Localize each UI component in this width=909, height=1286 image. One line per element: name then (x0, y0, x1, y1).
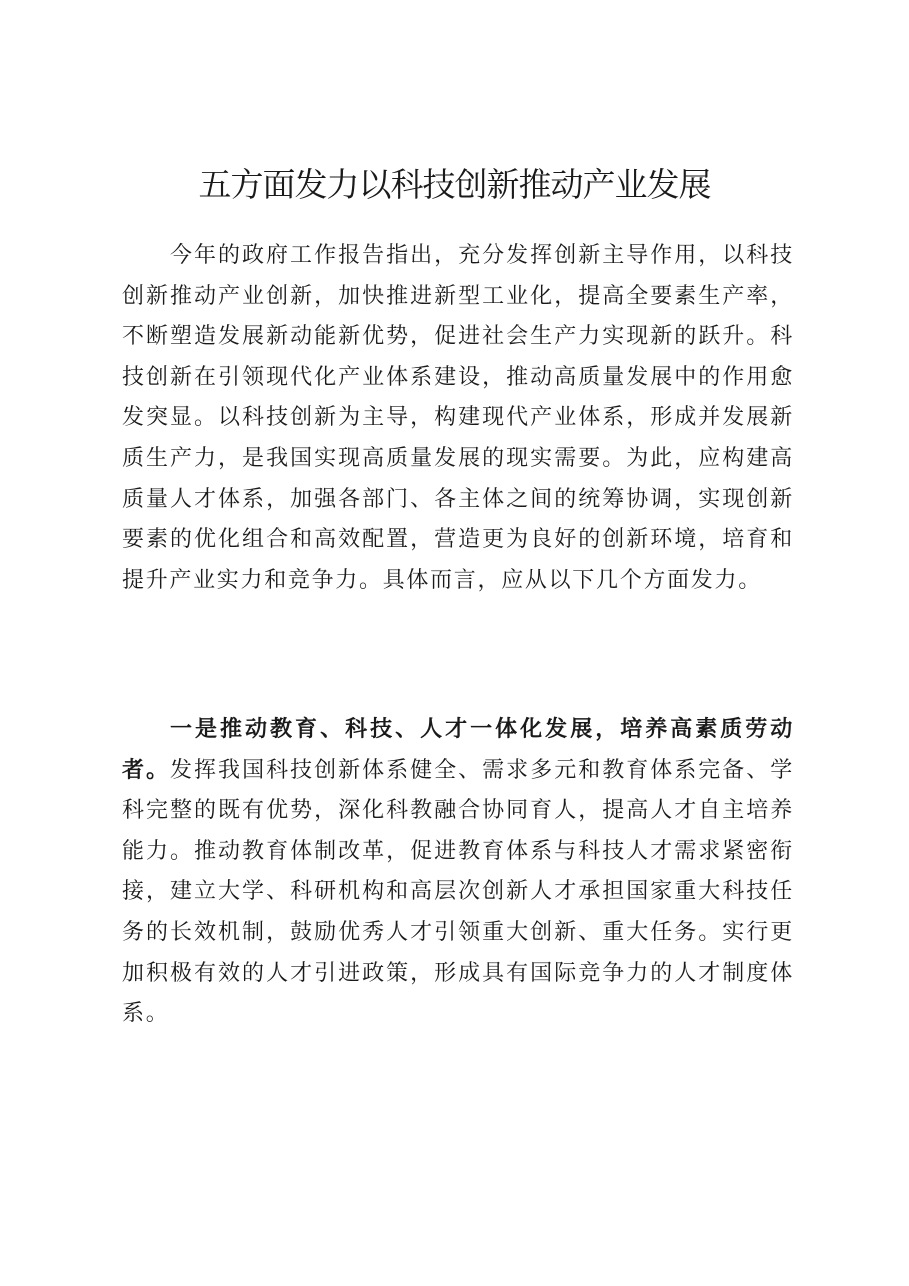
paragraph-point-one (122, 710, 794, 1035)
paragraph-intro (122, 236, 794, 601)
paragraph-point-one-lead: 一是推动教育、科技、人才一体化发展，培养高素质劳动者。 (122, 717, 794, 783)
paragraph-point-one-text: 发挥我国科技创新体系健全、需求多元和教育体系完备、学科完整的既有优势，深化科教融合协同育人，提高人才自主培养能力。推动教育体制改革，促进教育体系与科技人才需求紧密衔接，建立大学、科研机构和高层次创新人才承担国家重大科技任务的长效机制，鼓励优秀人才引领重大创新、重大任务。实行更加积极有效的人才引进政策，形成具有国际竞争力的人才制度体系。 (122, 757, 795, 1027)
document-title: 五方面发力以科技创新推动产业发展 (198, 165, 711, 204)
paragraph-intro-text: 今年的政府工作报告指出，充分发挥创新主导作用，以科技创新推动产业创新，加快推进新型工业化，提高全要素生产率，不断塑造发展新动能新优势，促进社会生产力实现新的跃升。科技创新在引领现代化产业体系建设，推动高质量发展中的作用愈发突显。以科技创新为主导，构建现代产业体系，形成并发展新质生产力，是我国实现高质量发展的现实需要。为此，应构建高质量人才体系，加强各部门、各主体之间的统筹协调，实现创新要素的优化组合和高效配置，营造更为良好的创新环境，培育和提升产业实力和竞争力。具体而言，应从以下几个方面发力。 (122, 243, 794, 593)
